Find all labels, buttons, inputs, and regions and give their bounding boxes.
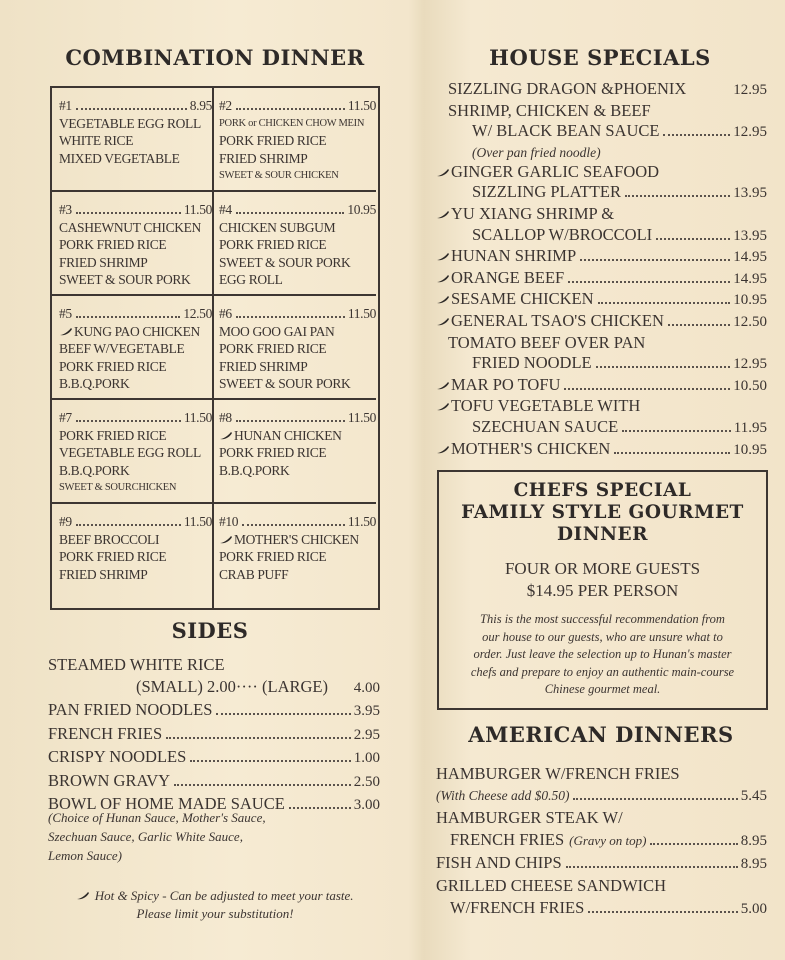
combo-item-text: SWEET & SOURCHICKEN (59, 482, 177, 493)
dot-leader (76, 108, 187, 110)
combo-item-text: PORK FRIED RICE (219, 341, 327, 356)
menu-item-name: W/ BLACK BEAN SAUCE (472, 121, 660, 141)
menu-item-name: SHRIMP, CHICKEN & BEEF (448, 100, 651, 120)
sauce-note-line: (Choice of Hunan Sauce, Mother's Sauce, (48, 810, 266, 825)
sauce-note-line: Lemon Sauce) (48, 848, 123, 863)
combo-item (59, 479, 212, 497)
combo-item (59, 375, 212, 393)
chefs-special-title: CHEFS SPECIAL (513, 480, 692, 501)
dot-leader (76, 212, 181, 214)
combo-item (59, 340, 212, 358)
combo-item-text: SWEET & SOUR CHICKEN (219, 170, 339, 181)
menu-item-name: SCALLOP W/BROCCOLI (472, 224, 653, 244)
menu-item (436, 225, 767, 247)
menu-item (436, 79, 767, 101)
combo-item (219, 358, 376, 376)
combo-number: #8 (219, 410, 232, 425)
combo-header (219, 305, 376, 323)
menu-item-name: TOFU VEGETABLE WITH (451, 396, 641, 416)
dot-leader (568, 281, 730, 283)
combo-item (219, 115, 376, 133)
sides-list (48, 654, 380, 817)
combo-number: #10 (219, 514, 239, 529)
dot-leader (216, 713, 350, 715)
combo-item-text: EGG ROLL (219, 272, 283, 287)
menu-item-price: 13.95 (733, 227, 767, 244)
menu-item (436, 143, 767, 162)
combo-item (59, 358, 212, 376)
menu-item-name: YU XIANG SHRIMP & (451, 203, 615, 223)
combo-item (59, 531, 212, 549)
chili-pepper-icon (436, 210, 450, 219)
combo-price: 11.50 (183, 410, 212, 425)
dot-leader (656, 238, 730, 240)
dot-leader (663, 134, 730, 136)
menu-item (436, 439, 767, 461)
combo-item (219, 236, 376, 254)
combo-header (59, 201, 212, 219)
dot-leader (76, 420, 181, 422)
combo-item-text: PORK FRIED RICE (59, 549, 167, 564)
combo-item (219, 548, 376, 566)
dot-leader (622, 430, 731, 432)
combo-cell (214, 296, 376, 400)
per-person-price: $14.95 PER PERSON (526, 581, 679, 600)
footer-note (40, 887, 390, 923)
combo-item (219, 462, 376, 480)
menu-item-name: GINGER GARLIC SEAFOOD (451, 161, 660, 181)
menu-item-price: 14.95 (733, 270, 767, 287)
menu-item-price: 12.95 (733, 82, 767, 98)
dot-leader (596, 366, 731, 368)
menu-item (436, 375, 767, 397)
menu-item (436, 289, 767, 311)
combo-item (219, 566, 376, 584)
combo-item (59, 323, 212, 341)
menu-item (436, 182, 767, 204)
american-dinners-list (436, 763, 767, 920)
menu-item (436, 852, 767, 875)
dot-leader (166, 737, 351, 739)
chefs-special-box (437, 470, 768, 710)
menu-item-name: FISH AND CHIPS (436, 853, 562, 872)
combo-number: #2 (219, 98, 232, 113)
combo-cell (214, 192, 376, 296)
menu-item-price: 10.95 (733, 292, 767, 309)
combo-cell (52, 400, 214, 504)
menu-item-price: 10.50 (733, 377, 767, 394)
menu-item (436, 246, 767, 268)
menu-item (436, 763, 767, 785)
combo-number: #9 (59, 514, 72, 529)
combo-item-text: PORK FRIED RICE (59, 237, 167, 252)
menu-item-price: 12.95 (733, 124, 767, 141)
combo-item (59, 150, 212, 168)
menu-item-name: BROWN GRAVY (48, 770, 171, 790)
combo-item-text: PORK FRIED RICE (59, 427, 167, 443)
combo-header (59, 513, 212, 531)
menu-item (436, 353, 767, 375)
combo-item-text: PORK or CHICKEN CHOW MEIN (219, 117, 365, 129)
combo-item-text: MOTHER'S CHICKEN (234, 531, 359, 547)
menu-item-name: SIZZLING DRAGON &PHOENIX (448, 79, 687, 98)
combo-number: #4 (219, 202, 232, 217)
menu-item-price: 8.95 (740, 856, 767, 872)
combo-item-text: SWEET & SOUR PORK (219, 254, 351, 270)
combo-header (219, 409, 376, 427)
menu-item-name: MOTHER'S CHICKEN (451, 438, 611, 458)
combo-item-text: WHITE RICE (59, 133, 134, 148)
menu-item-name: ORANGE BEEF (451, 267, 565, 287)
menu-item (48, 770, 380, 794)
combo-item (219, 444, 376, 462)
menu-item-price: 12.50 (733, 313, 767, 330)
menu-item-name: GENERAL TSAO'S CHICKEN (451, 310, 664, 330)
dot-leader (564, 388, 730, 390)
menu-item-price: 4.00 (353, 679, 380, 696)
dot-leader (236, 212, 345, 214)
combo-item-text: VEGETABLE EGG ROLL (59, 115, 201, 131)
chili-pepper-icon (436, 402, 450, 411)
menu-item (48, 723, 380, 747)
combination-dinner-title: COMBINATION DINNER (65, 45, 365, 70)
combo-item (219, 531, 376, 549)
combo-item-text: FRIED SHRIMP (219, 358, 308, 374)
menu-item-price: 5.45 (740, 788, 767, 804)
chili-pepper-icon (436, 317, 450, 326)
chefs-special-title: FAMILY STYLE GOURMET (461, 502, 744, 523)
combo-header (219, 513, 376, 531)
menu-item (436, 417, 767, 439)
combo-item (59, 462, 212, 480)
combo-item (59, 132, 212, 150)
combo-price: 11.50 (183, 514, 212, 529)
menu-item-name: BOWL OF HOME MADE SAUCE (48, 794, 285, 813)
menu-item (436, 875, 767, 897)
combo-cell (52, 504, 214, 608)
combo-number: #5 (59, 306, 72, 321)
combo-item-text: PORK FRIED RICE (219, 445, 327, 460)
menu-item-price: 2.95 (353, 726, 380, 743)
menu-item (48, 746, 380, 770)
combo-price: 11.50 (183, 202, 212, 217)
combo-cell (52, 296, 214, 400)
menu-item-price: 5.00 (740, 901, 767, 917)
dot-leader (236, 108, 345, 110)
combo-item (219, 150, 376, 168)
dot-leader (174, 784, 351, 786)
dot-leader (190, 760, 350, 762)
menu-item (436, 268, 767, 290)
sides-title: SIDES (171, 618, 249, 643)
combo-number: #7 (59, 410, 72, 425)
menu-item-price: 11.95 (733, 419, 767, 436)
chili-pepper-icon (436, 295, 450, 304)
dot-leader (76, 524, 181, 526)
combo-item-text: BEEF W/VEGETABLE (59, 341, 185, 356)
menu-item-name: MAR PO TOFU (451, 374, 561, 394)
combo-header (219, 201, 376, 219)
combo-item-text: SWEET & SOUR PORK (59, 272, 191, 287)
combo-item (59, 271, 212, 289)
combo-item-text: CHICKEN SUBGUM (219, 219, 336, 235)
combo-item-text: CASHEWNUT CHICKEN (59, 219, 201, 235)
menu-item-name: (Over pan fried noodle) (472, 144, 601, 160)
combo-item-text: B.B.Q.PORK (219, 462, 290, 478)
combo-price: 12.50 (183, 306, 212, 321)
menu-item (436, 101, 767, 122)
dot-leader (236, 316, 345, 318)
dot-leader (650, 843, 737, 845)
combo-item-text: HUNAN CHICKEN (234, 427, 342, 443)
chili-pepper-icon (436, 168, 450, 177)
menu-item-name: HUNAN SHRIMP (451, 246, 577, 266)
chili-pepper-icon (436, 381, 450, 390)
description-line: our house to our guests, who are unsure what to (482, 629, 723, 644)
combo-item-text: VEGETABLE EGG ROLL (59, 445, 201, 460)
combo-item (219, 427, 376, 445)
combo-item (59, 548, 212, 566)
combo-item (219, 323, 376, 341)
menu-item-price: 3.00 (353, 797, 380, 813)
menu-item (436, 785, 767, 807)
dot-leader (236, 420, 345, 422)
house-specials-title: HOUSE SPECIALS (489, 45, 711, 70)
house-specials-list (436, 79, 767, 460)
description-line: This is the most successful recommendation from (480, 612, 725, 626)
combo-item (219, 375, 376, 393)
chili-pepper-icon (436, 445, 450, 454)
menu-item-name: HAMBURGER STEAK W/ (436, 808, 623, 827)
menu-item-price: 3.95 (353, 703, 380, 719)
menu-item (436, 897, 767, 920)
menu-item-price: 2.50 (353, 773, 380, 790)
combo-item-text: FRIED SHRIMP (219, 150, 308, 166)
menu-item-name: STEAMED WHITE RICE (48, 655, 225, 674)
combo-item-text: KUNG PAO CHICKEN (74, 323, 200, 339)
menu-item-price: 8.95 (740, 833, 767, 849)
combo-item (59, 444, 212, 462)
combination-grid (50, 86, 380, 610)
dot-leader (625, 195, 730, 197)
menu-item-name: W/FRENCH FRIES (450, 898, 585, 917)
chili-pepper-icon (219, 535, 233, 544)
dot-leader (580, 259, 730, 261)
menu-item (436, 121, 767, 143)
menu-item-name: CRISPY NOODLES (48, 747, 187, 766)
dot-leader (566, 866, 738, 868)
combo-item (59, 427, 212, 445)
combo-item (219, 167, 376, 185)
chili-pepper-icon (219, 431, 233, 440)
chili-pepper-icon (76, 891, 90, 900)
menu-item (436, 829, 767, 852)
american-dinners-title: AMERICAN DINNERS (468, 722, 734, 747)
menu-item (436, 333, 767, 354)
menu-item (48, 676, 380, 700)
combo-cell (214, 400, 376, 504)
menu-item (48, 699, 380, 723)
combo-header (219, 97, 376, 115)
menu-item (48, 654, 380, 676)
combo-item (219, 340, 376, 358)
combo-item (59, 115, 212, 133)
combo-item-text: B.B.Q.PORK (59, 462, 130, 478)
combo-item (59, 236, 212, 254)
substitution-note: Please limit your substitution! (136, 906, 294, 921)
dot-leader (242, 524, 345, 526)
combo-header (59, 305, 212, 323)
combo-item (59, 219, 212, 237)
combo-cell (214, 88, 376, 192)
combo-price: 11.50 (347, 410, 376, 425)
chili-pepper-icon (59, 327, 73, 336)
menu-item (436, 162, 767, 183)
combo-item-text: PORK FRIED RICE (219, 237, 327, 252)
menu-item-name: FRIED NOODLE (472, 353, 592, 373)
description-line: Chinese gourmet meal. (544, 682, 661, 696)
menu-item-price: 12.95 (733, 356, 767, 373)
menu-item-name: SESAME CHICKEN (451, 289, 594, 309)
combo-price: 11.50 (347, 98, 376, 113)
chefs-special-title: DINNER (557, 524, 648, 545)
combo-item-text: FRIED SHRIMP (59, 254, 148, 270)
combo-cell (52, 88, 214, 192)
sauce-note-line: Szechuan Sauce, Garlic White Sauce, (48, 829, 243, 844)
menu-item-name: FRENCH FRIES (48, 723, 163, 743)
menu-item-name: HAMBURGER W/FRENCH FRIES (436, 764, 680, 783)
menu-item-name: PAN FRIED NOODLES (48, 700, 213, 719)
combo-item-text: FRIED SHRIMP (59, 566, 148, 582)
combo-item-text: CRAB PUFF (219, 566, 289, 582)
combo-number: #3 (59, 202, 72, 217)
combo-item (219, 254, 376, 272)
combo-item-text: B.B.Q.PORK (59, 376, 130, 391)
description-line: order. Just leave the selection up to Hunan's master (473, 647, 732, 661)
combo-item (59, 566, 212, 584)
combo-item (219, 271, 376, 289)
menu-item-name: TOMATO BEEF OVER PAN (448, 332, 646, 352)
menu-item (436, 396, 767, 417)
menu-item-price: 1.00 (353, 750, 380, 766)
menu-item-price: 10.95 (733, 441, 767, 458)
combo-cell (52, 192, 214, 296)
menu-item-name: SIZZLING PLATTER (472, 182, 621, 202)
dot-leader (614, 452, 730, 454)
combo-header (59, 409, 212, 427)
menu-item (436, 311, 767, 333)
combo-header (59, 97, 212, 115)
menu-item-note: (Gravy on top) (569, 833, 647, 848)
chili-pepper-icon (436, 252, 450, 261)
menu-item-name: FRENCH FRIES (450, 830, 565, 849)
dot-leader (668, 324, 730, 326)
combo-number: #1 (59, 98, 72, 113)
combo-price: 11.50 (347, 306, 376, 321)
combo-item-text: SWEET & SOUR PORK (219, 376, 351, 391)
combo-cell (214, 504, 376, 608)
menu-item (436, 204, 767, 225)
dot-leader (573, 798, 737, 800)
description-line: chefs and prepare to enjoy an authentic main-course (470, 664, 735, 679)
combo-number: #6 (219, 306, 232, 321)
combo-item-text: PORK FRIED RICE (219, 549, 327, 564)
menu-item-name: (With Cheese add $0.50) (436, 788, 570, 803)
combo-item-text: PORK FRIED RICE (59, 358, 167, 374)
combo-item (219, 132, 376, 150)
combo-item-text: PORK FRIED RICE (219, 133, 327, 148)
guests-requirement: FOUR OR MORE GUESTS (504, 559, 701, 578)
combo-item (219, 219, 376, 237)
combo-item-text: MIXED VEGETABLE (59, 150, 180, 166)
menu-item-price: 14.95 (733, 249, 767, 266)
menu-item-name: (SMALL) 2.00···· (LARGE) (136, 676, 328, 696)
combo-price: 11.50 (347, 514, 376, 529)
combo-item-text: MOO GOO GAI PAN (219, 323, 335, 339)
combo-price: 10.95 (347, 202, 376, 217)
menu-item-name: GRILLED CHEESE SANDWICH (436, 876, 667, 895)
dot-leader (598, 302, 731, 304)
combo-item (59, 254, 212, 272)
sauce-note (48, 808, 368, 865)
combo-item-text: BEEF BROCCOLI (59, 531, 160, 547)
menu-item-price: 13.95 (733, 185, 767, 202)
combo-price: 8.95 (189, 98, 212, 113)
chili-pepper-icon (436, 274, 450, 283)
dot-leader (588, 911, 737, 913)
menu-item-name: SZECHUAN SAUCE (472, 416, 619, 436)
spicy-legend: Hot & Spicy - Can be adjusted to meet your taste. (94, 888, 354, 903)
menu-item (436, 807, 767, 829)
dot-leader (76, 316, 181, 318)
